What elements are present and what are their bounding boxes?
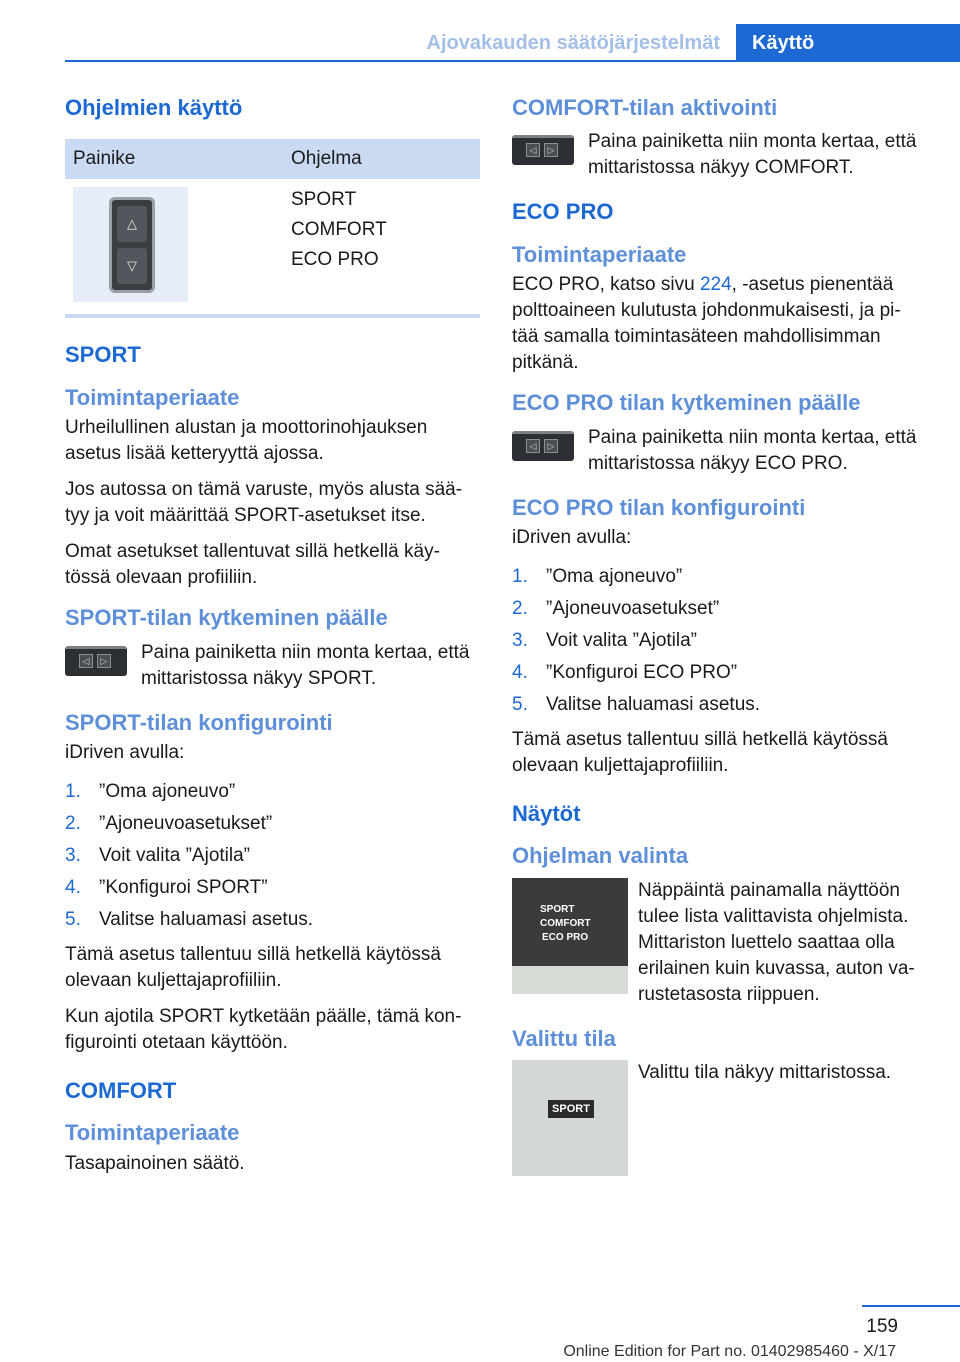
header-tab[interactable]: Käyttö: [736, 24, 960, 62]
switch-button-image: [512, 135, 574, 165]
list-item: 5. Valitse haluamasi asetus.: [65, 908, 314, 930]
list-item: 3. Voit valita ”Ajotila”: [65, 844, 251, 866]
selected-title: Valittu tila: [512, 1025, 616, 1051]
display-line: ECO PRO: [542, 931, 589, 943]
display-line: COMFORT: [540, 917, 591, 929]
arrow-right-icon: ▷: [544, 143, 558, 157]
display-line: SPORT: [540, 903, 575, 915]
eco-config-title: ECO PRO tilan konfigurointi: [512, 494, 806, 520]
program-switch-image: [73, 187, 188, 302]
sport-activate-title: SPORT-tilan kytkeminen päälle: [65, 605, 388, 631]
comfort-text: Tasapainoinen säätö.: [65, 1152, 245, 1174]
display-base: [512, 966, 628, 994]
displays-title: Näytöt: [512, 800, 581, 826]
header-section-title: Ajovakauden säätöjärjestelmät: [426, 32, 720, 54]
sport-paragraph-2: Jos autossa on tämä varuste, myös alusta sää- tyy ja voit määrittää SPORT-asetukset itse.: [65, 479, 463, 527]
list-item: 2. ”Ajoneuvoasetukset”: [65, 812, 273, 834]
eco-principle-title: Toimintaperiaate: [512, 241, 687, 267]
switch-body: [109, 197, 155, 293]
section-title-programs: Ohjelmien käyttö: [65, 95, 243, 120]
header-rule: [65, 60, 960, 62]
arrow-right-icon: ▷: [97, 654, 111, 668]
program-list-display-image: [512, 878, 628, 994]
select-row: [512, 878, 932, 1008]
comfort-activate-row: [512, 129, 932, 181]
arrow-left-icon: ◁: [79, 654, 93, 668]
list-item: 2. ”Ajoneuvoasetukset”: [512, 597, 720, 619]
sport-principle-title: Toimintaperiaate: [65, 384, 240, 410]
eco-config-intro: iDriven avulla:: [512, 526, 632, 548]
comfort-title: COMFORT: [65, 1077, 177, 1103]
program-comfort: COMFORT: [291, 219, 387, 241]
comfort-activate-title: COMFORT-tilan aktivointi: [512, 95, 778, 120]
table-header-program: Ohjelma: [283, 139, 480, 179]
sport-activate-text: Paina painiketta niin monta kertaa, että mittaristossa näkyy SPORT.: [141, 641, 470, 689]
sport-activate-row: [65, 640, 480, 692]
up-arrow-icon: △: [117, 206, 147, 242]
arrow-left-icon: ◁: [526, 439, 540, 453]
arrow-left-icon: ◁: [526, 143, 540, 157]
eco-steps-list: [512, 561, 932, 721]
arrow-right-icon: ▷: [544, 439, 558, 453]
footer-rule: [862, 1305, 960, 1307]
program-sport: SPORT: [291, 189, 357, 211]
sport-paragraph-3: Omat asetukset tallentuvat sillä hetkellä käy- tössä olevaan profiiliin.: [65, 541, 440, 589]
sport-steps-list: [65, 776, 480, 936]
table-cell-programs: [283, 179, 480, 302]
eco-title: ECO PRO: [512, 199, 614, 225]
select-text: Näppäintä painamalla näyttöön tulee lista valittavista ohjelmista. Mittariston luettelo saattaa olla erilainen kuin kuvassa, auton va- rustetasosta riippuen.: [638, 879, 915, 1005]
eco-after: Tämä asetus tallentuu sillä hetkellä käytössä olevaan kuljettajaprofiiliin.: [512, 728, 888, 776]
sport-after-1: Tämä asetus tallentuu sillä hetkellä käytössä olevaan kuljettajaprofiiliin.: [65, 943, 441, 991]
sport-after-2: Kun ajotila SPORT kytketään päälle, tämä kon- figurointi otetaan käyttöön.: [65, 1005, 462, 1053]
comfort-activate-text: Paina painiketta niin monta kertaa, että mittaristossa näkyy COMFORT.: [588, 131, 917, 179]
table-header-button: Painike: [65, 139, 283, 179]
footer-edition: Online Edition for Part no. 01402985460 - X/17: [563, 1343, 896, 1360]
eco-activate-text: Paina painiketta niin monta kertaa, että mittaristossa näkyy ECO PRO.: [588, 426, 917, 474]
selected-text: Valittu tila näkyy mittaristossa.: [638, 1062, 892, 1084]
switch-button-image: [65, 646, 127, 676]
page-header: [0, 0, 960, 64]
switch-button-image: [512, 431, 574, 461]
eco-principle-text: ECO PRO, katso sivu 224, -asetus pienentää polttoaineen kulutusta johdonmukaisesti, ja pi- tää samalla toimintasäteen mahdollisimman pitkänä.: [512, 274, 901, 374]
program-table: [65, 139, 480, 302]
left-column: [65, 95, 480, 1187]
selected-mode-badge: SPORT: [548, 1100, 594, 1118]
select-title: Ohjelman valinta: [512, 843, 689, 869]
page-link[interactable]: 224: [699, 274, 732, 296]
list-item: 1. ”Oma ajoneuvo”: [65, 780, 236, 802]
list-item: 4. ”Konfiguroi SPORT”: [65, 876, 268, 898]
table-cell-button: [65, 179, 283, 302]
down-arrow-icon: ▽: [117, 248, 147, 284]
sport-title: SPORT: [65, 342, 141, 368]
eco-activate-title: ECO PRO tilan kytkeminen päälle: [512, 390, 861, 416]
sport-config-intro: iDriven avulla:: [65, 741, 185, 763]
sport-paragraph-1: Urheilullinen alustan ja moottorinohjauksen asetus lisää ketteryyttä ajossa.: [65, 417, 428, 465]
list-item: 4. ”Konfiguroi ECO PRO”: [512, 661, 738, 683]
selected-row: [512, 1060, 932, 1176]
selected-mode-display-image: [512, 1060, 628, 1176]
page-number: 159: [866, 1316, 898, 1337]
program-eco-pro: ECO PRO: [291, 249, 379, 271]
comfort-principle-title: Toimintaperiaate: [65, 1120, 240, 1146]
right-column: [512, 95, 932, 1194]
list-item: 1. ”Oma ajoneuvo”: [512, 565, 683, 587]
eco-activate-row: [512, 425, 932, 477]
list-item: 5. Valitse haluamasi asetus.: [512, 693, 761, 715]
list-item: 3. Voit valita ”Ajotila”: [512, 629, 698, 651]
sport-config-title: SPORT-tilan konfigurointi: [65, 709, 333, 735]
